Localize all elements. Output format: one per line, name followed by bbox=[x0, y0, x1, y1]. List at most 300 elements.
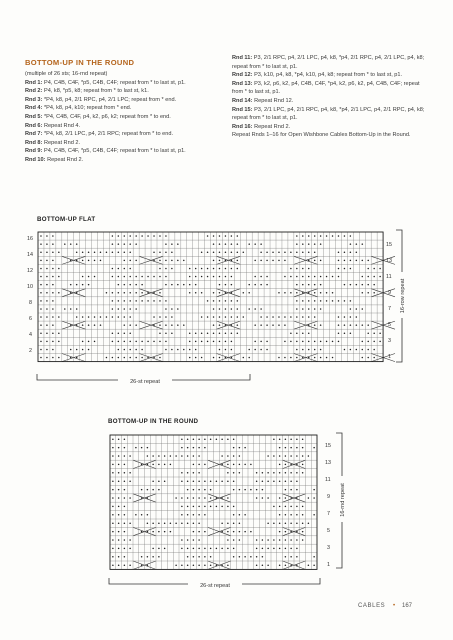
purl-dot bbox=[216, 506, 218, 508]
purl-dot bbox=[227, 455, 229, 457]
purl-dot bbox=[177, 308, 179, 310]
purl-dot bbox=[112, 556, 114, 558]
purl-dot bbox=[124, 522, 126, 524]
purl-dot bbox=[112, 341, 114, 343]
purl-dot bbox=[153, 341, 155, 343]
purl-dot bbox=[88, 341, 90, 343]
purl-dot bbox=[118, 243, 120, 245]
purl-dot bbox=[58, 292, 60, 294]
purl-dot bbox=[338, 235, 340, 237]
purl-dot bbox=[250, 489, 252, 491]
purl-dot bbox=[302, 333, 304, 335]
purl-dot bbox=[135, 349, 137, 351]
purl-dot bbox=[262, 489, 264, 491]
purl-dot bbox=[159, 276, 161, 278]
purl-dot bbox=[118, 472, 120, 474]
purl-dot bbox=[219, 284, 221, 286]
instruction-label: Rnd 2: bbox=[25, 88, 43, 95]
purl-dot bbox=[52, 316, 54, 318]
purl-dot bbox=[129, 472, 131, 474]
purl-dot bbox=[195, 349, 197, 351]
purl-dot bbox=[302, 235, 304, 237]
purl-dot bbox=[193, 556, 195, 558]
instruction-text: Repeat Rnds 1–16 for Open Wishbone Cables Bottom-Up in the Round. bbox=[232, 132, 411, 139]
purl-dot bbox=[118, 497, 120, 499]
purl-dot bbox=[308, 333, 310, 335]
purl-dot bbox=[237, 316, 239, 318]
purl-dot bbox=[193, 514, 195, 516]
purl-dot bbox=[260, 252, 262, 254]
purl-dot bbox=[147, 514, 149, 516]
purl-dot bbox=[40, 284, 42, 286]
purl-dot bbox=[100, 324, 102, 326]
purl-dot bbox=[338, 341, 340, 343]
purl-dot bbox=[112, 235, 114, 237]
purl-dot bbox=[296, 539, 298, 541]
purl-dot bbox=[273, 548, 275, 550]
purl-dot bbox=[181, 522, 183, 524]
purl-dot bbox=[118, 489, 120, 491]
instruction-label: Rnd 4: bbox=[25, 105, 43, 112]
purl-dot bbox=[350, 333, 352, 335]
purl-dot bbox=[198, 531, 200, 533]
purl-dot bbox=[279, 531, 281, 533]
purl-dot bbox=[225, 268, 227, 270]
purl-dot bbox=[302, 472, 304, 474]
purl-dot bbox=[207, 276, 209, 278]
purl-dot bbox=[233, 455, 235, 457]
row-number: 5 bbox=[327, 528, 330, 534]
purl-dot bbox=[58, 333, 60, 335]
purl-dot bbox=[195, 341, 197, 343]
purl-dot bbox=[141, 531, 143, 533]
purl-dot bbox=[260, 349, 262, 351]
purl-dot bbox=[356, 243, 358, 245]
purl-dot bbox=[207, 235, 209, 237]
purl-dot bbox=[254, 324, 256, 326]
row-number: 15 bbox=[325, 443, 331, 449]
purl-dot bbox=[193, 539, 195, 541]
purl-dot bbox=[231, 316, 233, 318]
purl-dot bbox=[175, 455, 177, 457]
purl-dot bbox=[266, 324, 268, 326]
purl-dot bbox=[181, 564, 183, 566]
instruction-text: P4, k8, *p5, k8; repeat from * to last st, k1. bbox=[43, 88, 149, 95]
purl-dot bbox=[344, 235, 346, 237]
purl-dot bbox=[94, 316, 96, 318]
purl-dot bbox=[221, 464, 223, 466]
purl-dot bbox=[332, 300, 334, 302]
purl-dot bbox=[153, 252, 155, 254]
purl-dot bbox=[147, 531, 149, 533]
purl-dot bbox=[243, 252, 245, 254]
purl-dot bbox=[76, 316, 78, 318]
purl-dot bbox=[52, 341, 54, 343]
purl-dot bbox=[207, 341, 209, 343]
purl-dot bbox=[248, 284, 250, 286]
purl-dot bbox=[367, 324, 369, 326]
purl-dot bbox=[158, 556, 160, 558]
purl-dot bbox=[124, 284, 126, 286]
purl-dot bbox=[118, 480, 120, 482]
footer-bullet: • bbox=[393, 603, 396, 609]
purl-dot bbox=[373, 333, 375, 335]
purl-dot bbox=[284, 276, 286, 278]
purl-dot bbox=[181, 497, 183, 499]
purl-dot bbox=[227, 438, 229, 440]
purl-dot bbox=[356, 284, 358, 286]
purl-dot bbox=[256, 489, 258, 491]
purl-dot bbox=[183, 324, 185, 326]
purl-dot bbox=[260, 316, 262, 318]
purl-dot bbox=[326, 276, 328, 278]
purl-dot bbox=[285, 464, 287, 466]
purl-dot bbox=[350, 324, 352, 326]
purl-dot bbox=[118, 292, 120, 294]
purl-dot bbox=[221, 564, 223, 566]
purl-dot bbox=[231, 284, 233, 286]
purl-dot bbox=[320, 308, 322, 310]
purl-dot bbox=[158, 522, 160, 524]
purl-dot bbox=[177, 284, 179, 286]
purl-dot bbox=[135, 276, 137, 278]
purl-dot bbox=[165, 300, 167, 302]
purl-dot bbox=[124, 252, 126, 254]
purl-dot bbox=[302, 455, 304, 457]
purl-dot bbox=[171, 260, 173, 262]
purl-dot bbox=[373, 341, 375, 343]
purl-dot bbox=[231, 268, 233, 270]
purl-dot bbox=[118, 235, 120, 237]
purl-dot bbox=[170, 531, 172, 533]
purl-dot bbox=[201, 276, 203, 278]
purl-dot bbox=[320, 243, 322, 245]
purl-dot bbox=[106, 357, 108, 359]
purl-dot bbox=[124, 308, 126, 310]
purl-dot bbox=[46, 316, 48, 318]
purl-dot bbox=[296, 308, 298, 310]
flat-left-row-numbers bbox=[27, 236, 33, 354]
purl-dot bbox=[118, 316, 120, 318]
purl-dot bbox=[233, 556, 235, 558]
purl-dot bbox=[52, 292, 54, 294]
purl-dot bbox=[198, 506, 200, 508]
purl-dot bbox=[290, 316, 292, 318]
purl-dot bbox=[181, 548, 183, 550]
instruction-label: Rnd 8: bbox=[25, 139, 43, 146]
chart-flat-title: BOTTOM-UP FLAT bbox=[37, 216, 96, 223]
purl-dot bbox=[147, 455, 149, 457]
purl-dot bbox=[88, 276, 90, 278]
purl-dot bbox=[308, 276, 310, 278]
purl-dot bbox=[112, 316, 114, 318]
purl-dot bbox=[296, 268, 298, 270]
purl-dot bbox=[201, 252, 203, 254]
row-number: 8 bbox=[29, 300, 32, 306]
purl-dot bbox=[290, 292, 292, 294]
purl-dot bbox=[147, 556, 149, 558]
purl-dot bbox=[260, 341, 262, 343]
purl-dot bbox=[290, 472, 292, 474]
purl-dot bbox=[231, 300, 233, 302]
purl-dot bbox=[52, 268, 54, 270]
purl-dot bbox=[129, 324, 131, 326]
purl-dot bbox=[152, 548, 154, 550]
purl-dot bbox=[231, 341, 233, 343]
purl-dot bbox=[165, 235, 167, 237]
purl-dot bbox=[213, 292, 215, 294]
purl-dot bbox=[118, 464, 120, 466]
purl-dot bbox=[237, 260, 239, 262]
purl-dot bbox=[256, 564, 258, 566]
purl-dot bbox=[158, 489, 160, 491]
purl-dot bbox=[52, 349, 54, 351]
purl-dot bbox=[379, 276, 381, 278]
purl-dot bbox=[350, 308, 352, 310]
row-number: 6 bbox=[29, 316, 32, 322]
purl-dot bbox=[141, 514, 143, 516]
purl-dot bbox=[193, 464, 195, 466]
purl-dot bbox=[266, 260, 268, 262]
purl-dot bbox=[158, 480, 160, 482]
purl-dot bbox=[213, 333, 215, 335]
purl-dot bbox=[262, 564, 264, 566]
purl-dot bbox=[326, 235, 328, 237]
purl-dot bbox=[285, 472, 287, 474]
purl-dot bbox=[332, 292, 334, 294]
purl-dot bbox=[152, 455, 154, 457]
purl-dot bbox=[254, 349, 256, 351]
purl-dot bbox=[198, 539, 200, 541]
purl-dot bbox=[256, 556, 258, 558]
purl-dot bbox=[135, 308, 137, 310]
purl-dot bbox=[195, 284, 197, 286]
purl-dot bbox=[124, 316, 126, 318]
purl-dot bbox=[273, 522, 275, 524]
purl-dot bbox=[296, 357, 298, 359]
purl-dot bbox=[296, 497, 298, 499]
purl-dot bbox=[296, 531, 298, 533]
instruction-text: P3, 2/1 LPC, p4, 2/1 RPC, p4, k8, *p4, 2/1 LPC, p4, 2/1 RPC, p4, k8; repeat from * to last st, p1. bbox=[232, 106, 425, 122]
purl-dot bbox=[201, 333, 203, 335]
purl-dot bbox=[239, 464, 241, 466]
purl-dot bbox=[320, 292, 322, 294]
purl-dot bbox=[135, 357, 137, 359]
purl-dot bbox=[213, 252, 215, 254]
purl-dot bbox=[118, 447, 120, 449]
purl-dot bbox=[248, 308, 250, 310]
purl-dot bbox=[231, 349, 233, 351]
instruction-label: Rnd 13: bbox=[232, 80, 253, 87]
row-number: 3 bbox=[327, 545, 330, 551]
purl-dot bbox=[112, 548, 114, 550]
purl-dot bbox=[112, 564, 114, 566]
purl-dot bbox=[82, 341, 84, 343]
purl-dot bbox=[201, 268, 203, 270]
purl-dot bbox=[320, 300, 322, 302]
purl-dot bbox=[278, 357, 280, 359]
purl-dot bbox=[350, 300, 352, 302]
instruction-label: Rnd 5: bbox=[25, 113, 43, 120]
purl-dot bbox=[284, 260, 286, 262]
purl-dot bbox=[171, 349, 173, 351]
purl-dot bbox=[290, 447, 292, 449]
purl-dot bbox=[256, 548, 258, 550]
purl-dot bbox=[112, 531, 114, 533]
purl-dot bbox=[189, 292, 191, 294]
purl-dot bbox=[46, 341, 48, 343]
purl-dot bbox=[135, 235, 137, 237]
purl-dot bbox=[254, 308, 256, 310]
purl-dot bbox=[262, 497, 264, 499]
purl-dot bbox=[221, 497, 223, 499]
purl-dot bbox=[70, 284, 72, 286]
purl-dot bbox=[181, 447, 183, 449]
purl-dot bbox=[326, 300, 328, 302]
purl-dot bbox=[221, 522, 223, 524]
purl-dot bbox=[302, 341, 304, 343]
purl-dot bbox=[290, 464, 292, 466]
purl-dot bbox=[210, 438, 212, 440]
purl-dot bbox=[135, 243, 137, 245]
purl-dot bbox=[210, 489, 212, 491]
purl-dot bbox=[40, 268, 42, 270]
purl-dot bbox=[82, 316, 84, 318]
purl-dot bbox=[177, 349, 179, 351]
purl-dot bbox=[198, 497, 200, 499]
purl-dot bbox=[213, 260, 215, 262]
purl-dot bbox=[284, 252, 286, 254]
row-number: 13 bbox=[325, 460, 331, 466]
purl-dot bbox=[189, 357, 191, 359]
purl-dot bbox=[112, 455, 114, 457]
purl-dot bbox=[314, 341, 316, 343]
purl-dot bbox=[320, 284, 322, 286]
purl-dot bbox=[40, 276, 42, 278]
purl-dot bbox=[198, 514, 200, 516]
purl-dot bbox=[267, 564, 269, 566]
purl-dot bbox=[225, 349, 227, 351]
purl-dot bbox=[248, 292, 250, 294]
purl-dot bbox=[118, 268, 120, 270]
purl-dot bbox=[124, 564, 126, 566]
purl-dot bbox=[158, 464, 160, 466]
purl-dot bbox=[135, 284, 137, 286]
purl-dot bbox=[290, 497, 292, 499]
purl-dot bbox=[165, 316, 167, 318]
purl-dot bbox=[260, 243, 262, 245]
row-number: 11 bbox=[386, 274, 392, 280]
purl-dot bbox=[40, 324, 42, 326]
purl-dot bbox=[183, 260, 185, 262]
purl-dot bbox=[46, 284, 48, 286]
purl-dot bbox=[279, 522, 281, 524]
purl-dot bbox=[243, 357, 245, 359]
purl-dot bbox=[187, 506, 189, 508]
purl-dot bbox=[244, 531, 246, 533]
purl-dot bbox=[193, 447, 195, 449]
purl-dot bbox=[124, 506, 126, 508]
purl-dot bbox=[135, 292, 137, 294]
purl-dot bbox=[193, 548, 195, 550]
purl-dot bbox=[193, 564, 195, 566]
purl-dot bbox=[46, 235, 48, 237]
purl-dot bbox=[231, 235, 233, 237]
purl-dot bbox=[219, 260, 221, 262]
purl-dot bbox=[135, 260, 137, 262]
purl-dot bbox=[285, 438, 287, 440]
chart-flat-grid bbox=[38, 232, 395, 362]
purl-dot bbox=[231, 333, 233, 335]
purl-dot bbox=[118, 438, 120, 440]
purl-dot bbox=[204, 489, 206, 491]
instruction-text: P3, k2, p6, k2, p4, C4B, C4F, *p4, k2, p6, k2, p4, C4B, C4F; repeat from * to last st, p1. bbox=[232, 80, 420, 96]
purl-dot bbox=[118, 276, 120, 278]
purl-dot bbox=[159, 300, 161, 302]
purl-dot bbox=[296, 514, 298, 516]
purl-dot bbox=[112, 292, 114, 294]
purl-dot bbox=[279, 497, 281, 499]
purl-dot bbox=[187, 556, 189, 558]
purl-dot bbox=[237, 243, 239, 245]
purl-dot bbox=[308, 497, 310, 499]
row-number: 9 bbox=[327, 494, 330, 500]
purl-dot bbox=[198, 564, 200, 566]
purl-dot bbox=[124, 472, 126, 474]
purl-dot bbox=[373, 276, 375, 278]
purl-dot bbox=[290, 531, 292, 533]
purl-dot bbox=[320, 324, 322, 326]
purl-dot bbox=[147, 300, 149, 302]
purl-dot bbox=[233, 548, 235, 550]
purl-dot bbox=[204, 531, 206, 533]
purl-dot bbox=[267, 548, 269, 550]
purl-dot bbox=[58, 316, 60, 318]
purl-dot bbox=[290, 564, 292, 566]
purl-dot bbox=[118, 455, 120, 457]
purl-dot bbox=[262, 480, 264, 482]
purl-dot bbox=[198, 489, 200, 491]
purl-dot bbox=[213, 316, 215, 318]
purl-dot bbox=[165, 284, 167, 286]
purl-dot bbox=[193, 531, 195, 533]
purl-dot bbox=[362, 341, 364, 343]
purl-dot bbox=[267, 472, 269, 474]
purl-dot bbox=[356, 324, 358, 326]
purl-dot bbox=[52, 252, 54, 254]
purl-dot bbox=[296, 300, 298, 302]
purl-dot bbox=[153, 276, 155, 278]
purl-dot bbox=[284, 357, 286, 359]
purl-dot bbox=[152, 464, 154, 466]
purl-dot bbox=[285, 447, 287, 449]
purl-dot bbox=[350, 252, 352, 254]
instruction-text: (multiple of 26 sts; 16-rnd repeat) bbox=[25, 71, 108, 77]
purl-dot bbox=[273, 472, 275, 474]
purl-dot bbox=[216, 564, 218, 566]
purl-dot bbox=[118, 556, 120, 558]
purl-dot bbox=[313, 497, 315, 499]
purl-dot bbox=[296, 472, 298, 474]
purl-dot bbox=[183, 349, 185, 351]
purl-dot bbox=[266, 276, 268, 278]
purl-dot bbox=[262, 556, 264, 558]
purl-dot bbox=[373, 349, 375, 351]
purl-dot bbox=[379, 341, 381, 343]
row-number: 3 bbox=[388, 338, 391, 344]
purl-dot bbox=[76, 308, 78, 310]
purl-dot bbox=[314, 284, 316, 286]
